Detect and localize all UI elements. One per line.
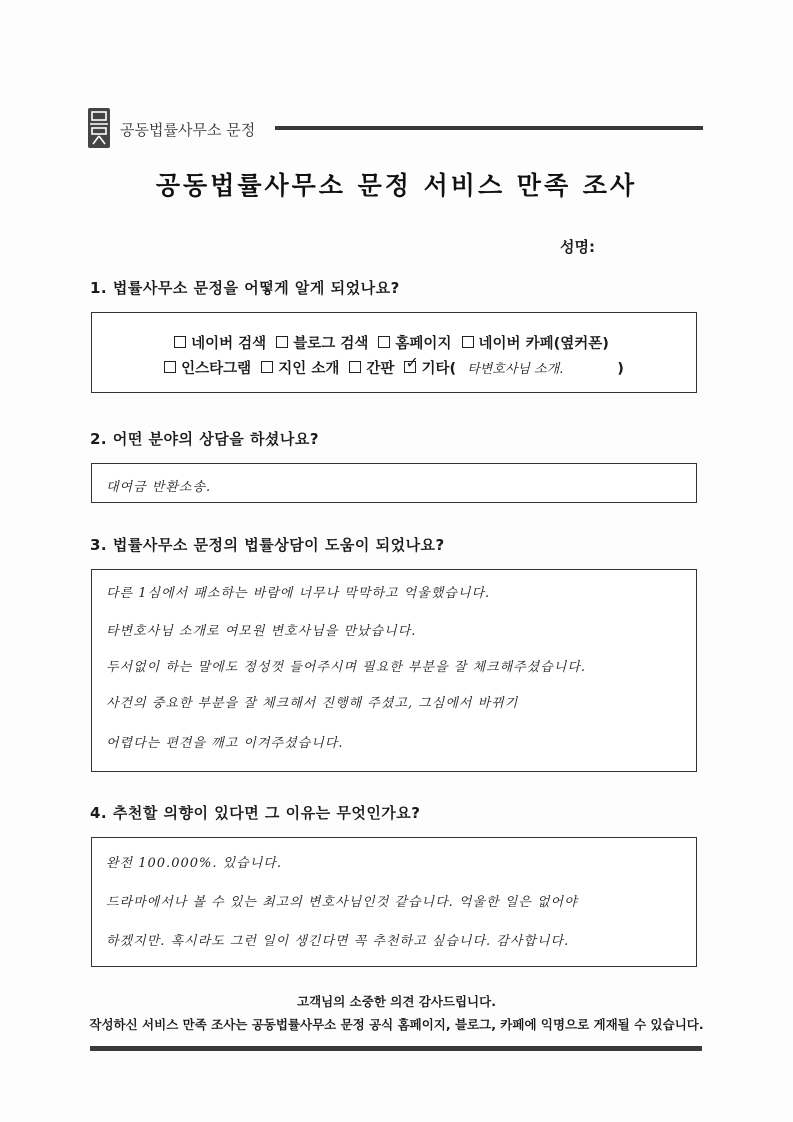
option-blog-search[interactable]: 블로그 검색 xyxy=(276,336,373,352)
question-3-answer-box xyxy=(91,569,697,772)
header-divider xyxy=(275,126,703,130)
answer-line: 하겠지만. 혹시라도 그런 일이 생긴다면 꼭 추천하고 싶습니다. 감사합니다. xyxy=(106,934,570,949)
page-title: 공동법률사무소 문정 서비스 만족 조사 xyxy=(155,171,638,200)
answer-line: 두서없이 하는 말에도 정성껏 들어주시며 필요한 부분을 잘 체크해주셨습니다. xyxy=(106,660,587,675)
answer-line: 사건의 중요한 부분을 잘 체크해서 진행해 주셨고, 그심에서 바뀌기 xyxy=(106,696,519,711)
answer-line: 완전 100.000%. 있습니다. xyxy=(106,856,282,871)
publication-notice: 작성하신 서비스 만족 조사는 공동법률사무소 문정 공식 홈페이지, 블로그, 카페에 익명으로 게재될 수 있습니다. xyxy=(89,1017,704,1032)
footer-divider xyxy=(90,1046,702,1051)
answer-line: 다른 1심에서 패소하는 바람에 너무나 막막하고 억울했습니다. xyxy=(106,586,491,601)
name-label: 성명: xyxy=(560,238,595,256)
option-signboard[interactable]: 간판 xyxy=(349,361,399,377)
checkbox-icon[interactable] xyxy=(378,336,390,348)
thanks-message: 고객님의 소중한 의견 감사드립니다. xyxy=(297,994,496,1009)
answer-line: 어렵다는 편견을 깨고 이겨주셨습니다. xyxy=(106,736,344,751)
question-3-label: 3. 법률사무소 문정의 법률상담이 도움이 되었나요? xyxy=(90,536,445,554)
question-1-answer-box xyxy=(91,312,697,393)
option-naver-cafe[interactable]: 네이버 카페(옆커폰) xyxy=(462,336,614,352)
checked-checkbox-icon[interactable] xyxy=(404,361,416,373)
question-1-label: 1. 법률사무소 문정을 어떻게 알게 되었나요? xyxy=(90,279,400,297)
answer-line: 타변호사님 소개로 여모원 변호사님을 만났습니다. xyxy=(106,624,417,639)
options-row-2: 인스타그램 지인 소개 간판 ✓ 기타( 타변호사님 소개. ) xyxy=(92,357,696,378)
question-2-label: 2. 어떤 분야의 상담을 하셨나요? xyxy=(90,430,320,448)
other-answer-handwritten: 타변호사님 소개. xyxy=(467,362,564,377)
checkbox-icon[interactable] xyxy=(276,336,288,348)
answer-line: 드라마에서나 볼 수 있는 최고의 변호사님인것 같습니다. 억울한 일은 없어야 xyxy=(106,895,578,910)
firm-logo-icon xyxy=(88,108,110,148)
checkbox-icon[interactable] xyxy=(174,336,186,348)
question-2-answer-box xyxy=(91,463,697,503)
option-homepage[interactable]: 홈페이지 xyxy=(378,336,456,352)
question-4-label: 4. 추천할 의향이 있다면 그 이유는 무엇인가요? xyxy=(90,804,421,822)
option-naver-search[interactable]: 네이버 검색 xyxy=(174,336,271,352)
firm-name: 공동법률사무소 문정 xyxy=(120,121,256,139)
options-row-1 xyxy=(92,332,696,353)
option-other[interactable]: ✓ 기타( xyxy=(404,361,456,377)
question-2-answer-handwritten: 대여금 반환소송. xyxy=(106,480,212,495)
option-instagram[interactable]: 인스타그램 xyxy=(164,361,256,377)
checkbox-icon[interactable] xyxy=(349,361,361,373)
question-4-answer-box xyxy=(91,837,697,967)
option-referral[interactable]: 지인 소개 xyxy=(261,361,344,377)
checkbox-icon[interactable] xyxy=(164,361,176,373)
checkbox-icon[interactable] xyxy=(261,361,273,373)
checkbox-icon[interactable] xyxy=(462,336,474,348)
